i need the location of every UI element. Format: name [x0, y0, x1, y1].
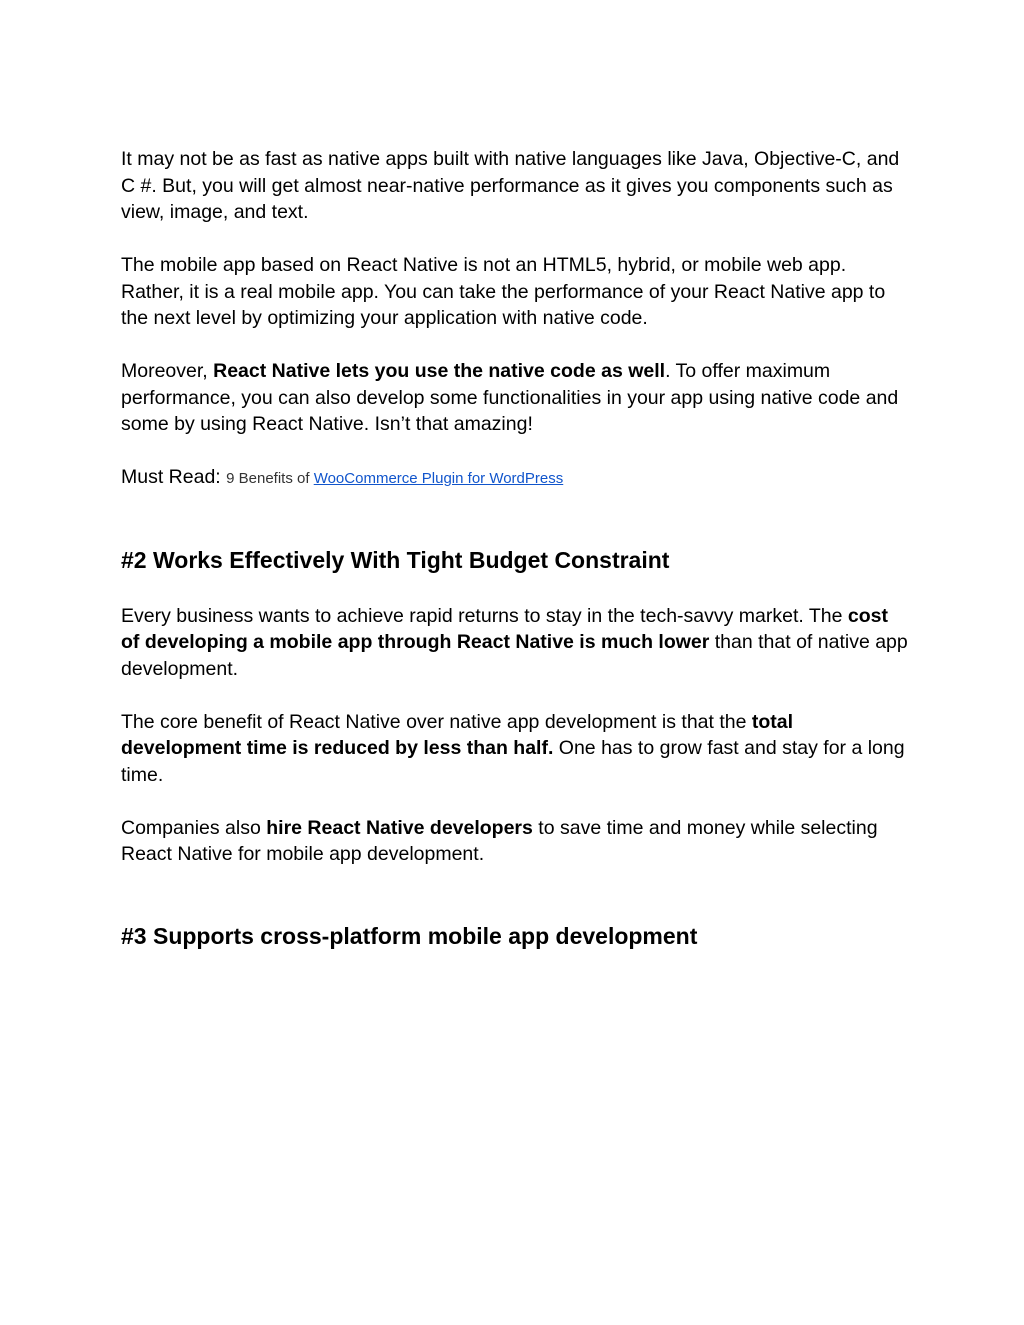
text-run: Moreover, [121, 360, 214, 382]
paragraph-performance: It may not be as fast as native apps built with native languages like Java, Objective-C, and C #. But, you will get almost near-native performance as it gives you components such as view, image, and text. [121, 148, 900, 223]
paragraph-core-benefit [121, 709, 911, 789]
text-run: than that of native app development. [121, 631, 908, 680]
must-read-line [121, 464, 911, 493]
text-run: Companies also [121, 816, 267, 839]
document-page [121, 146, 911, 951]
paragraph-hire-developers [121, 815, 911, 868]
text-run: . To offer maximum performance, you can also develop some functionalities in your app using native code and some by using React Native. Isn’t that amazing! [121, 360, 899, 435]
section-heading-budget: #2 Works Effectively With Tight Budget Constraint [121, 546, 670, 573]
text-run: Every business wants to achieve rapid returns to stay in the tech-savvy market. The [121, 604, 848, 627]
bold-text: total development time is reduced by less than half. [121, 710, 794, 759]
text-run: One has to grow fast and stay for a long time. [121, 737, 905, 786]
text-run: The core benefit of React Native over native app development is that the [121, 710, 752, 733]
paragraph-native-code [121, 358, 911, 438]
bold-text: hire React Native developers [266, 816, 533, 839]
paragraph-cost [121, 603, 911, 683]
bold-text: cost of developing a mobile app through React Native is much lower [121, 604, 888, 653]
must-read-label: Must Read: [121, 466, 227, 488]
woocommerce-link[interactable]: WooCommerce Plugin for WordPress [313, 470, 564, 487]
paragraph-real-mobile-app: The mobile app based on React Native is not an HTML5, hybrid, or mobile web app. Rather, it is a real mobile app. You can take the performance of your React Native app to the next level by optimizing your application with native code. [121, 254, 886, 329]
text-run: to save time and money while selecting React Native for mobile app development. [121, 816, 878, 865]
must-read-text: 9 Benefits of [226, 470, 314, 487]
bold-text: React Native lets you use the native code as well [213, 360, 666, 382]
section-heading-cross-platform: #3 Supports cross-platform mobile app development [121, 922, 698, 949]
